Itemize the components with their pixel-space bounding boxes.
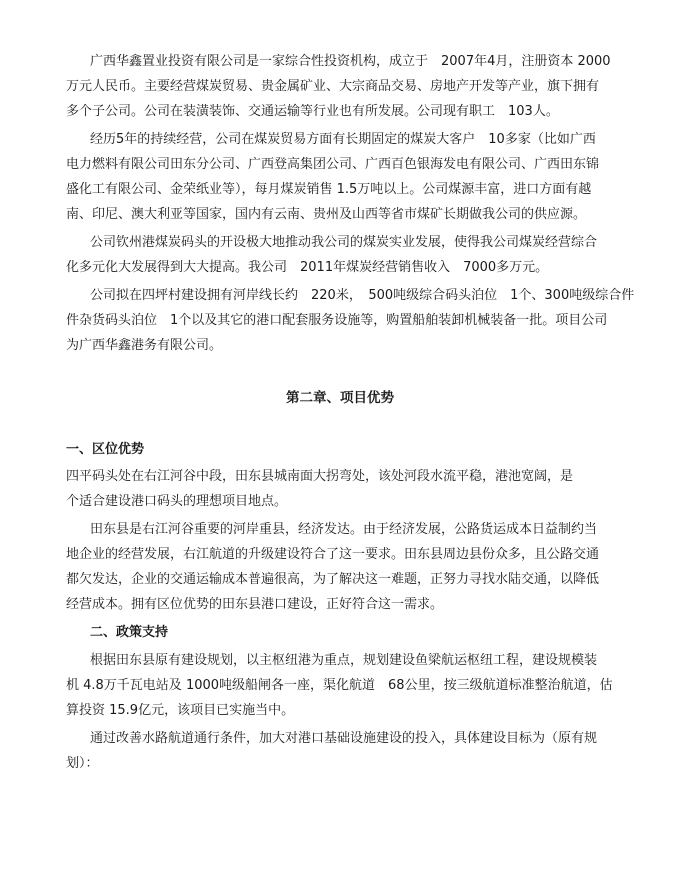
intro-p4-line-3: 为广西华鑫港务有限公司。 [66,338,223,353]
section1-p2-line-3: 都欠发达，企业的交通运输成本普遍很高，为了解决这一难题，正努力寻找水陆交通，以降低 [66,572,600,587]
section2-p1-line-1: 根据田东县原有建设规划，以主枢纽港为重点，规划建设鱼梁航运枢纽工程，建设规模装 [90,653,598,668]
section2-p1-line-3: 算投资 15.9亿元，该项目已实施当中。 [66,703,295,718]
intro-p4-line-2: 件杂货码头泊位 1个以及其它的港口配套服务设施等，购置船舶装卸机械装备一批。项目公司 [66,313,608,328]
intro-p3-line-2: 化多元化大发展得到大大提高。我公司 2011年煤炭经营销售收入 7000多万元。 [66,260,549,275]
section1-p2-line-1: 田东县是右江河谷重要的河岸重县，经济发达。由于经济发展，公路货运成本日益制约当 [90,522,598,537]
section2-p2-line-2: 划）： [66,756,99,771]
intro-p2-line-2: 电力燃料有限公司田东分公司、广西登高集团公司、广西百色银海发电有限公司、广西田东锦 [66,157,600,172]
intro-p2-line-1: 经历5年的持续经营，公司在煤炭贸易方面有长期固定的煤炭大客户 10多家（比如广西 [90,132,596,147]
section1-title: 一、区位优势 [66,442,145,457]
intro-p2-line-4: 南、印尼、澳大利亚等国家，国内有云南、贵州及山西等省市煤矿长期做我公司的供应源。 [66,207,587,222]
section2-title: 二、政策支持 [90,625,169,640]
intro-p1-line-1: 广西华鑫置业投资有限公司是一家综合性投资机构，成立于 2007年4月，注册资本 2000 [90,54,611,69]
intro-p1-line-2: 万元人民币。主要经营煤炭贸易、贵金属矿业、大宗商品交易、房地产开发等产业，旗下拥有 [66,79,600,94]
section1-p2-line-2: 地企业的经营发展，右江航道的升级建设符合了这一要求。田东县周边县份众多，且公路交通 [66,547,600,562]
intro-p4-line-1: 公司拟在四坪村建设拥有河岸线长约 220米， 500吨级综合码头泊位 1个、300吨级综合件 [90,288,635,303]
section1-p1-line-2: 个适合建设港口码头的理想项目地点。 [66,494,288,509]
chapter-title: 第二章、项目优势 [286,390,394,406]
intro-p1-line-3: 多个子公司。公司在装潢装饰、交通运输等行业也有所发展。公司现有职工 103人。 [66,104,559,119]
section1-p2-line-4: 经营成本。拥有区位优势的田东县港口建设，正好符合这一需求。 [66,597,444,612]
section2-p2-line-1: 通过改善水路航道通行条件，加大对港口基础设施建设的投入，具体建设目标为（原有规 [90,731,598,746]
intro-p3-line-1: 公司钦州港煤炭码头的开设极大地推动我公司的煤炭实业发展，使得我公司煤炭经营综合 [90,235,598,250]
section2-p1-line-2: 机 4.8万千瓦电站及 1000吨级船闸各一座，渠化航道 68公里，按三级航道标准整治航道，估 [66,678,613,693]
section1-p1-line-1: 四平码头处在右江河谷中段，田东县城南面大拐弯处，该处河段水流平稳，港池宽阔，是 [66,469,574,484]
intro-p2-line-3: 盛化工有限公司、金荣纸业等），每月煤炭销售 1.5万吨以上。公司煤源丰富，进口方面有越 [66,182,592,197]
